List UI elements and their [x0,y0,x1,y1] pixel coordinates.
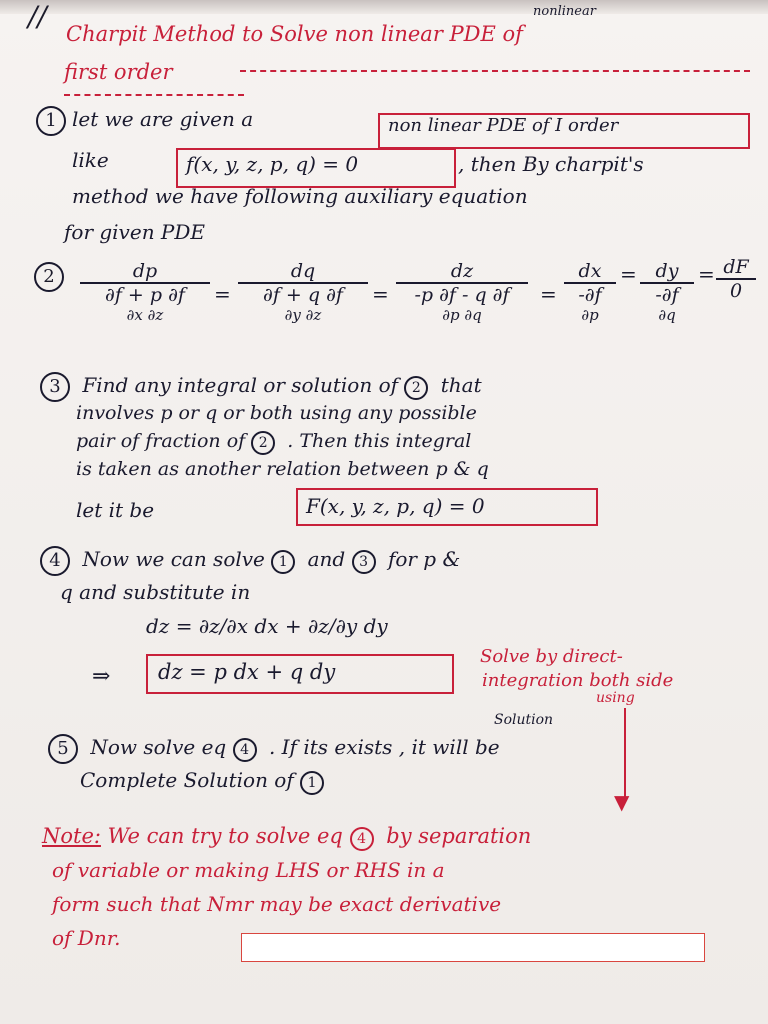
page-title-line1: Charpit Method to Solve non linear PDE of [66,22,523,46]
red-arrow-head: ▼ [614,790,630,814]
step1-then: , then By charpit's [458,152,644,176]
step4-side1: Solve by direct- [480,646,623,667]
fraction-dp-den2: ∂x ∂z [126,306,164,324]
title-underline [240,64,750,72]
step5-text-b: . If its exists , it will be [268,735,500,759]
eq-sign-2: = [372,282,389,306]
step4-ref-1: 1 [271,550,295,574]
step3-boxed: F(x, y, z, p, q) = 0 [306,494,485,518]
note-line3: form such that Nmr may be exact derivative [52,892,502,916]
step1-line4: for given PDE [64,220,206,244]
page-title-line2: first order [64,60,173,84]
step3-letit: let it be [76,498,155,522]
fraction-dp [80,260,210,324]
step5-line2 [80,768,330,795]
step1-line3: method we have following auxiliary equation [72,184,528,208]
fraction-dy-num: dy [640,260,694,284]
step4-line1 [40,546,460,576]
step5-ref-4: 4 [233,738,257,762]
note-line2: of variable or making LHS or RHS in a [52,858,445,882]
fraction-dz-den2: ∂p ∂q [442,306,482,324]
step4-boxed: dz = p dx + q dy [158,660,336,684]
step3-text-d: . Then this integral [287,430,472,452]
redaction-box [241,933,705,962]
step4-line2: q and substitute in [60,580,251,604]
fraction-dy-den: -∂f [655,284,679,306]
fraction-dz [396,260,528,324]
step3-number: 3 [40,372,70,402]
page-top-edge [0,0,768,14]
step3-ref-2: 2 [404,376,428,400]
note-line4: of Dnr. [52,926,121,950]
note-ref-4: 4 [350,827,374,851]
eq-sign-1: = [214,282,231,306]
step5-ref-1: 1 [300,771,324,795]
corner-mark: // [28,0,47,33]
step5-number: 5 [48,734,78,764]
eq-sign-4: = [620,262,637,286]
step1-boxed1: non linear PDE of I order [388,115,619,136]
step5-text-a: Now solve eq [90,735,227,759]
step5-line1 [48,734,500,764]
implies-arrow: ⇒ [92,664,111,689]
fraction-dy-den2: ∂q [658,306,676,324]
step1-boxed2: f(x, y, z, p, q) = 0 [186,152,359,176]
step4-number: 4 [40,546,70,576]
fraction-dx [564,260,616,324]
step1-text-a: let we are given a [72,107,254,131]
fraction-dp-num: dp [80,260,210,284]
fraction-dq-den2: ∂y ∂z [284,306,322,324]
fraction-dz-den: -p ∂f - q ∂f [414,284,510,306]
step4-text-c: for p & [387,547,461,571]
eq-sign-3: = [540,282,557,306]
fraction-dx-den2: ∂p [581,306,599,324]
step3-ref-2b: 2 [251,431,275,455]
fraction-dq-den: ∂f + q ∂f [263,284,343,306]
note-label: Note: [42,824,101,848]
fraction-dF-num: dF [716,256,756,280]
top-right-label: nonlinear [533,4,596,19]
note-line1 [42,824,531,851]
step3-line2: involves p or q or both using any possible [76,402,477,424]
step1-number: 1 [36,106,66,136]
fraction-dx-num: dx [564,260,616,284]
step4-ref-3: 3 [352,550,376,574]
fraction-dq [238,260,368,324]
note-text-b: by separation [386,824,532,848]
step3-text-c: pair of fraction of [76,430,246,452]
step3-text-a: Find any integral or solution of [82,373,399,397]
fraction-dq-num: dq [238,260,368,284]
step3-line4: is taken as another relation between p & q [76,458,489,480]
step1-like: like [72,148,109,172]
step3-line3 [76,430,471,455]
step4-text-b: and [307,547,346,571]
step3-line1 [40,372,482,402]
fraction-dp-den: ∂f + p ∂f [105,284,185,306]
step4-side3: using [596,690,635,706]
fraction-dy [640,260,694,324]
step4-side2: integration both side [482,670,674,691]
red-arrow-line [624,708,626,800]
fraction-dx-den: -∂f [578,284,602,306]
step1-line1 [36,106,253,136]
eq-sign-5: = [698,262,715,286]
step3-text-b: that [440,373,482,397]
solution-label: Solution [494,712,554,728]
step4-text-a: Now we can solve [82,547,265,571]
step4-eq1: dz = ∂z/∂x dx + ∂z/∂y dy [146,614,388,638]
step2-number: 2 [34,262,64,292]
fraction-dz-num: dz [396,260,528,284]
fraction-dF-den: 0 [729,280,743,302]
title-underline-2 [64,88,244,96]
note-text-a: We can try to solve eq [107,824,343,848]
fraction-dF [716,256,756,302]
step5-text-c: Complete Solution of [80,768,294,792]
